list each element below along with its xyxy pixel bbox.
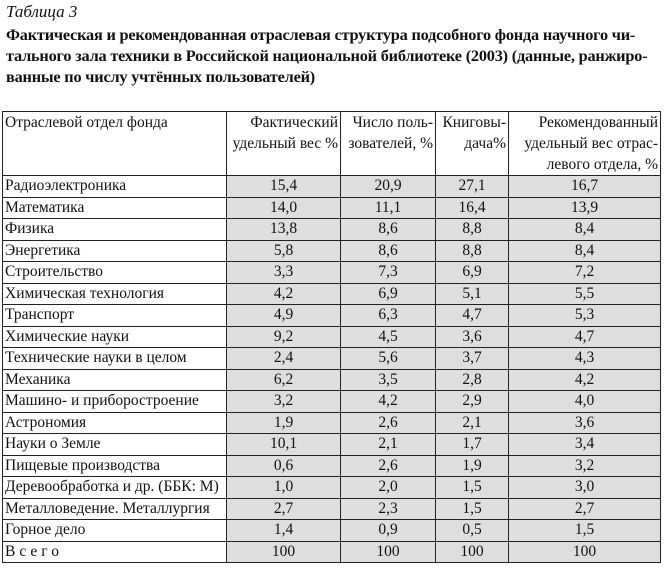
book-issue-cell: 100 [436,541,509,563]
users-cell: 8,6 [341,219,436,241]
column-header-recommended-share: Рекомендованный удельный вес отрас-левого отдела, % [509,112,661,176]
table-row [3,434,661,456]
table-row [3,498,661,520]
department-name-cell: Физика [3,219,227,241]
column-header-users: Число поль-зователей, % [341,112,436,176]
table-row [3,348,661,370]
table-title [6,24,658,87]
actual-share-cell: 4,9 [227,305,341,327]
recommended-share-cell: 3,0 [509,477,661,499]
table-row [3,412,661,434]
actual-share-cell: 1,0 [227,477,341,499]
actual-share-cell: 0,6 [227,455,341,477]
book-issue-cell: 5,1 [436,283,509,305]
recommended-share-cell: 7,2 [509,262,661,284]
book-issue-cell: 2,1 [436,412,509,434]
book-issue-cell: 4,7 [436,305,509,327]
recommended-share-cell: 100 [509,541,661,563]
table-row [3,326,661,348]
users-cell: 11,1 [341,197,436,219]
department-name-cell: Энергетика [3,240,227,262]
table-row [3,305,661,327]
title-line: ванные по числу учтённых пользователей) [6,67,315,86]
department-name-cell: Радиоэлектроника [3,176,227,198]
department-name-cell: Пищевые производства [3,455,227,477]
actual-share-cell: 5,8 [227,240,341,262]
actual-share-cell: 15,4 [227,176,341,198]
industry-structure-table [2,111,661,563]
department-name-cell: Транспорт [3,305,227,327]
actual-share-cell: 2,7 [227,498,341,520]
book-issue-cell: 16,4 [436,197,509,219]
recommended-share-cell: 8,4 [509,240,661,262]
actual-share-cell: 1,4 [227,520,341,542]
book-issue-cell: 0,5 [436,520,509,542]
department-name-cell: Науки о Земле [3,434,227,456]
users-cell: 20,9 [341,176,436,198]
book-issue-cell: 8,8 [436,219,509,241]
actual-share-cell: 3,3 [227,262,341,284]
department-name-cell: Металловедение. Металлургия [3,498,227,520]
recommended-share-cell: 5,5 [509,283,661,305]
users-cell: 2,3 [341,498,436,520]
title-line: Фактическая и рекомендованная отраслевая структура подсобного фонда научного чи- [6,25,636,44]
table-row [3,197,661,219]
book-issue-cell: 3,6 [436,326,509,348]
users-cell: 3,5 [341,369,436,391]
actual-share-cell: 6,2 [227,369,341,391]
table-row [3,477,661,499]
department-name-cell: Химические науки [3,326,227,348]
column-header-actual-share: Фактический удельный вес % [227,112,341,176]
recommended-share-cell: 4,3 [509,348,661,370]
department-name-cell: Астрономия [3,412,227,434]
book-issue-cell: 1,5 [436,477,509,499]
users-cell: 2,6 [341,412,436,434]
table-row [3,520,661,542]
book-issue-cell: 2,9 [436,391,509,413]
book-issue-cell: 1,7 [436,434,509,456]
department-name-cell: Механика [3,369,227,391]
users-cell: 4,2 [341,391,436,413]
header-row [3,112,661,176]
table-row [3,283,661,305]
department-name-cell: Машино- и приборостроение [3,391,227,413]
table-row [3,240,661,262]
recommended-share-cell: 3,4 [509,434,661,456]
users-cell: 6,9 [341,283,436,305]
recommended-share-cell: 4,0 [509,391,661,413]
department-name-cell: Химическая технология [3,283,227,305]
recommended-share-cell: 13,9 [509,197,661,219]
actual-share-cell: 1,9 [227,412,341,434]
column-header-department: Отраслевой отдел фонда [3,112,227,176]
table-caption: Таблица 3 [6,2,78,21]
table-row [3,262,661,284]
column-header-book-issue: Книговы-дача% [436,112,509,176]
users-cell: 8,6 [341,240,436,262]
actual-share-cell: 100 [227,541,341,563]
table-row [3,391,661,413]
actual-share-cell: 10,1 [227,434,341,456]
book-issue-cell: 1,5 [436,498,509,520]
actual-share-cell: 9,2 [227,326,341,348]
users-cell: 6,3 [341,305,436,327]
recommended-share-cell: 5,3 [509,305,661,327]
users-cell: 2,1 [341,434,436,456]
actual-share-cell: 2,4 [227,348,341,370]
actual-share-cell: 13,8 [227,219,341,241]
book-issue-cell: 6,9 [436,262,509,284]
users-cell: 100 [341,541,436,563]
users-cell: 7,3 [341,262,436,284]
recommended-share-cell: 4,7 [509,326,661,348]
users-cell: 2,6 [341,455,436,477]
recommended-share-cell: 2,7 [509,498,661,520]
book-issue-cell: 27,1 [436,176,509,198]
recommended-share-cell: 8,4 [509,219,661,241]
users-cell: 2,0 [341,477,436,499]
department-name-cell: Математика [3,197,227,219]
users-cell: 0,9 [341,520,436,542]
actual-share-cell: 4,2 [227,283,341,305]
department-name-cell: Технические науки в целом [3,348,227,370]
recommended-share-cell: 3,6 [509,412,661,434]
table-row [3,541,661,563]
recommended-share-cell: 3,2 [509,455,661,477]
table-row [3,369,661,391]
table-row [3,455,661,477]
table-row [3,176,661,198]
actual-share-cell: 14,0 [227,197,341,219]
recommended-share-cell: 1,5 [509,520,661,542]
users-cell: 5,6 [341,348,436,370]
users-cell: 4,5 [341,326,436,348]
department-name-cell: Деревообработка и др. (ББК: М) [3,477,227,499]
book-issue-cell: 1,9 [436,455,509,477]
book-issue-cell: 3,7 [436,348,509,370]
recommended-share-cell: 4,2 [509,369,661,391]
recommended-share-cell: 16,7 [509,176,661,198]
table-row [3,219,661,241]
table-body [3,176,661,563]
book-issue-cell: 2,8 [436,369,509,391]
title-line: тального зала техники в Российской национальной библиотеке (2003) (данные, ранжиро- [6,46,648,65]
department-name-cell: Строительство [3,262,227,284]
department-name-cell: Всего [3,541,227,563]
actual-share-cell: 3,2 [227,391,341,413]
department-name-cell: Горное дело [3,520,227,542]
book-issue-cell: 8,8 [436,240,509,262]
